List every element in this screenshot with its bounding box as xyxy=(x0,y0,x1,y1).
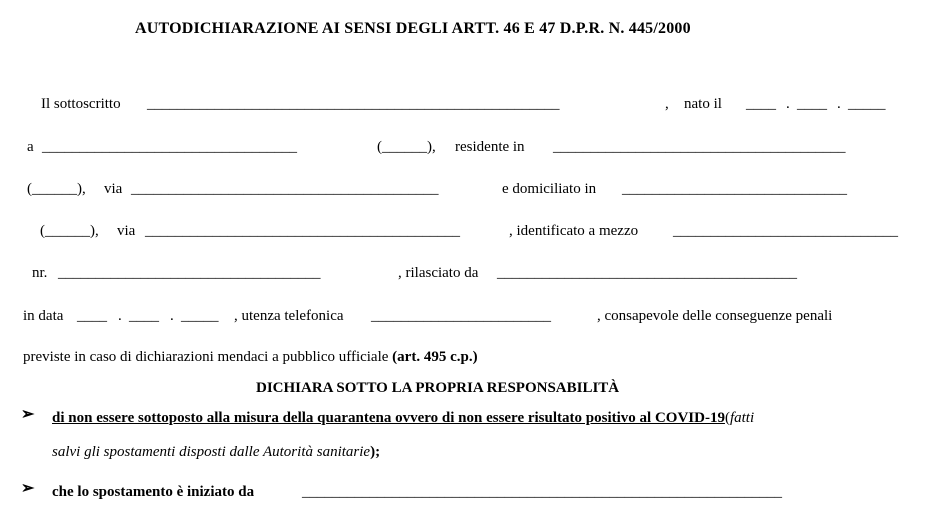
field-issued-by[interactable]: ________________________________________ xyxy=(497,265,797,281)
document-title: AUTODICHIARAZIONE AI SENSI DEGLI ARTT. 46 E 47 D.P.R. N. 445/2000 xyxy=(135,20,691,37)
field-residence-city[interactable]: _______________________________________ xyxy=(553,139,846,155)
label-via: via xyxy=(117,223,136,239)
label-identificato: , identificato a mezzo xyxy=(509,223,639,239)
label-utenza-telefonica: , utenza telefonica xyxy=(234,308,344,324)
field-issue-year[interactable]: _____ xyxy=(181,308,219,324)
label-via: via xyxy=(104,181,123,197)
label-domiciliato-in: e domiciliato in xyxy=(502,181,597,197)
field-birth-day[interactable]: ____ xyxy=(746,96,776,112)
date-dot: . xyxy=(786,96,790,112)
text-previste: previste in caso di dichiarazioni mendaci a pubblico ufficiale xyxy=(23,349,389,365)
label-sottoscritto: Il sottoscritto xyxy=(41,96,121,112)
field-start-place[interactable]: ________________________________________________________________ xyxy=(302,484,782,500)
field-name[interactable]: _______________________________________________________ xyxy=(147,96,560,112)
field-domicile-street[interactable]: __________________________________________ xyxy=(145,223,460,239)
item-quarantine xyxy=(52,408,754,428)
field-issue-day[interactable]: ____ xyxy=(77,308,107,324)
item-quarantine-continued xyxy=(52,442,380,462)
label-consapevole: , consapevole delle conseguenze penali xyxy=(597,308,833,324)
date-dot: . xyxy=(170,308,174,324)
arrow-bullet-icon: ➢ xyxy=(21,406,35,423)
separator-comma: , xyxy=(665,96,669,112)
label-a: a xyxy=(27,139,34,155)
field-phone[interactable]: ________________________ xyxy=(371,308,551,324)
field-issue-month[interactable]: ____ xyxy=(129,308,159,324)
label-nato-il: nato il xyxy=(684,96,722,112)
text-close: ); xyxy=(370,444,381,460)
declaration-heading: DICHIARA SOTTO LA PROPRIA RESPONSABILITÀ xyxy=(256,380,620,396)
date-dot: . xyxy=(837,96,841,112)
label-in-data: in data xyxy=(23,308,64,324)
field-birth-city[interactable]: __________________________________ xyxy=(42,139,297,155)
field-birth-month[interactable]: ____ xyxy=(797,96,827,112)
text-fatti: fatti xyxy=(729,410,755,426)
field-birth-year[interactable]: _____ xyxy=(848,96,886,112)
label-spostamento-iniziato: che lo spostamento è iniziato da xyxy=(52,484,255,500)
text-salvi-spostamenti: salvi gli spostamenti disposti dalle Autorità sanitarie xyxy=(52,444,371,460)
date-dot: . xyxy=(118,308,122,324)
label-residente-in: residente in xyxy=(455,139,525,155)
text-art-495: (art. 495 c.p.) xyxy=(392,349,478,365)
label-nr: nr. xyxy=(32,265,48,281)
text-paren-open: ( xyxy=(724,410,730,426)
text-quarantine: di non essere sottoposto alla misura della quarantena ovvero di non essere risultato positivo al COVID-19 xyxy=(52,410,725,426)
field-residence-street[interactable]: _________________________________________ xyxy=(131,181,439,197)
field-doc-number[interactable]: ___________________________________ xyxy=(58,265,321,281)
field-birth-province[interactable]: (______), xyxy=(377,139,436,155)
field-id-document[interactable]: ______________________________ xyxy=(673,223,898,239)
label-previste xyxy=(23,347,478,367)
label-rilasciato-da: , rilasciato da xyxy=(398,265,479,281)
field-domicile-province[interactable]: (______), xyxy=(40,223,99,239)
arrow-bullet-icon: ➢ xyxy=(21,480,35,497)
field-domicile-city[interactable]: ______________________________ xyxy=(622,181,847,197)
field-residence-province[interactable]: (______), xyxy=(27,181,86,197)
